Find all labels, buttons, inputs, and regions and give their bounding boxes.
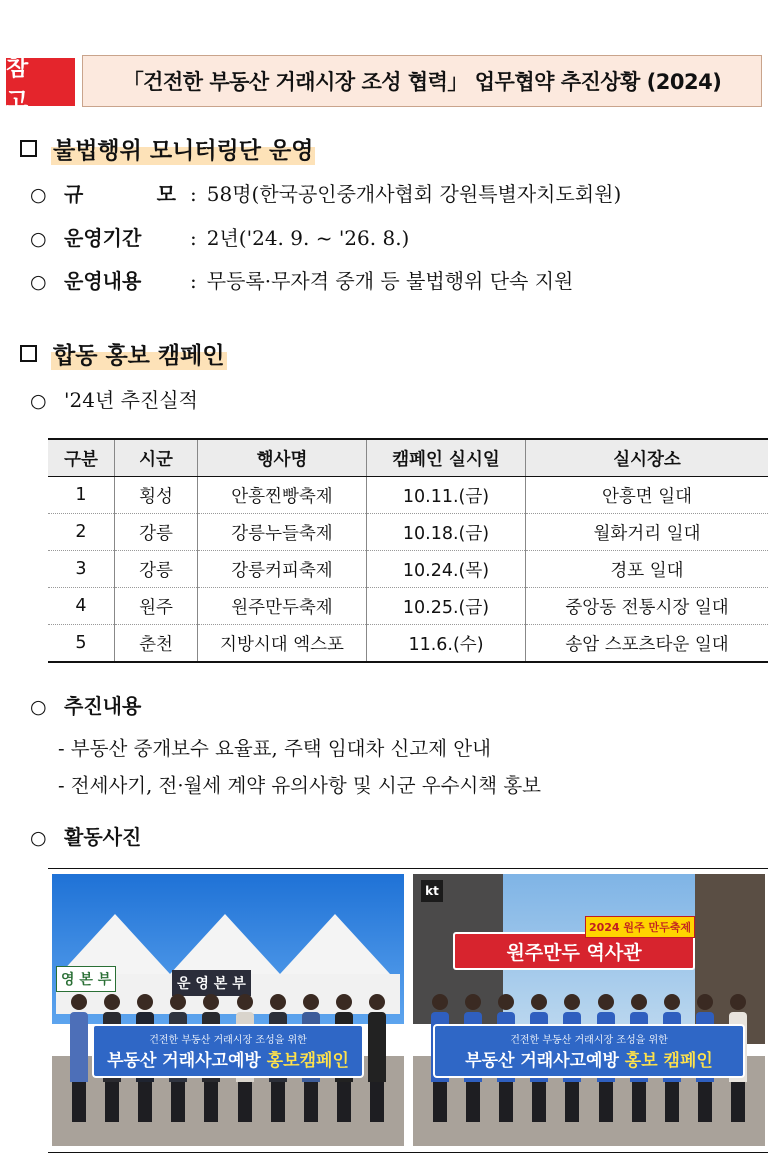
banner-subtitle: 건전한 부동산 거래시장 조성을 위한 — [510, 1035, 668, 1046]
cell: 경포 일대 — [526, 551, 769, 588]
content-item: - 부동산 중개보수 요율표, 주택 임대차 신고제 안내 — [58, 737, 491, 760]
cell: 안흥찐빵축제 — [198, 477, 367, 514]
museum-sign: 원주만두 역사관 2024 원주 만두축제 — [453, 932, 695, 970]
tent-roof — [170, 914, 280, 974]
item-value: 58명(한국공인중개사협회 강원특별자치도회원) — [206, 182, 622, 206]
cell: 4 — [48, 588, 115, 625]
colon: : — [190, 182, 197, 206]
photo-street-campaign — [413, 874, 765, 1146]
person — [70, 994, 88, 1134]
document-title: 「건전한 부동산 거래시장 조성 협력」 업무협약 추진상황 (2024) — [82, 55, 762, 107]
cell: 지방시대 엑스포 — [198, 625, 367, 663]
cell: 10.11.(금) — [367, 477, 526, 514]
cell: 10.24.(목) — [367, 551, 526, 588]
cell: 강릉 — [115, 551, 198, 588]
cell: 10.25.(금) — [367, 588, 526, 625]
tent-roof — [60, 914, 170, 974]
campaign-banner — [433, 1024, 745, 1078]
table-row — [48, 477, 768, 514]
circle-bullet-icon: ○ — [30, 696, 47, 718]
circle-bullet-icon: ○ — [30, 228, 47, 250]
photos-label: 활동사진 — [64, 825, 142, 849]
checkbox-square-icon — [20, 140, 37, 157]
cell: 강릉누들축제 — [198, 514, 367, 551]
booth-sign: 영 본 부 — [56, 966, 116, 992]
circle-bullet-icon: ○ — [30, 271, 47, 293]
table-row — [48, 625, 768, 663]
item-label: 운영내용 — [64, 269, 142, 293]
table-row — [48, 588, 768, 625]
cell: 횡성 — [115, 477, 198, 514]
person — [368, 994, 386, 1134]
circle-bullet-icon: ○ — [30, 827, 47, 849]
colon: : — [190, 269, 197, 293]
section-title: 불법행위 모니터링단 운영 — [51, 132, 315, 165]
photos-heading — [30, 821, 141, 850]
activity-photos — [48, 868, 768, 1153]
content-item: - 전세사기, 전·월세 계약 유의사항 및 시군 우수시책 홍보 — [58, 774, 541, 797]
cell: 5 — [48, 625, 115, 663]
item-label: 운영기간 — [64, 226, 142, 250]
content-label: 추진내용 — [64, 694, 142, 718]
item-value: 2년('24. 9. ~ '26. 8.) — [206, 226, 410, 250]
kt-logo: kt — [421, 880, 443, 902]
table-row — [48, 514, 768, 551]
section-heading-monitoring — [20, 132, 315, 165]
cell: 월화거리 일대 — [526, 514, 769, 551]
item-value: 무등록·무자격 중개 등 불법행위 단속 지원 — [206, 269, 574, 293]
subhead-results — [30, 384, 198, 413]
campaign-table — [48, 438, 768, 663]
cell: 원주 — [115, 588, 198, 625]
section-title: 합동 홍보 캠페인 — [51, 337, 227, 370]
cell: 1 — [48, 477, 115, 514]
col-header: 행사명 — [198, 439, 367, 477]
cell: 안흥면 일대 — [526, 477, 769, 514]
tent-roof — [280, 914, 390, 974]
item-period — [30, 222, 409, 251]
cell: 송암 스포츠타운 일대 — [526, 625, 769, 663]
item-label: 규 모 — [64, 182, 176, 206]
section-heading-campaign — [20, 337, 227, 370]
reference-tag: 참 고 — [6, 58, 75, 106]
cell: 11.6.(수) — [367, 625, 526, 663]
cell: 강릉 — [115, 514, 198, 551]
item-scale — [30, 178, 621, 207]
colon: : — [190, 226, 197, 250]
checkbox-square-icon — [20, 345, 37, 362]
cell: 강릉커피축제 — [198, 551, 367, 588]
col-header: 시군 — [115, 439, 198, 477]
cell: 춘천 — [115, 625, 198, 663]
col-header: 실시장소 — [526, 439, 769, 477]
subhead-text: '24년 추진실적 — [64, 388, 198, 412]
col-header: 구분 — [48, 439, 115, 477]
cell: 3 — [48, 551, 115, 588]
cell: 10.18.(금) — [367, 514, 526, 551]
banner-title: 부동산 거래사고예방 홍보 캠페인 — [465, 1051, 713, 1071]
table-row — [48, 551, 768, 588]
circle-bullet-icon: ○ — [30, 390, 47, 412]
festival-sign: 2024 원주 만두축제 — [585, 916, 695, 938]
cell: 2 — [48, 514, 115, 551]
table-header-row — [48, 439, 768, 477]
cell: 중앙동 전통시장 일대 — [526, 588, 769, 625]
campaign-banner — [92, 1024, 364, 1078]
col-header: 캠페인 실시일 — [367, 439, 526, 477]
banner-title: 부동산 거래사고예방 홍보캠페인 — [107, 1051, 349, 1071]
booth-sign: 운 영 본 부 — [172, 970, 251, 996]
item-content — [30, 265, 573, 294]
content-heading — [30, 690, 141, 719]
cell: 원주만두축제 — [198, 588, 367, 625]
banner-subtitle: 건전한 부동산 거래시장 조성을 위한 — [149, 1035, 307, 1046]
photo-booth-campaign — [52, 874, 404, 1146]
circle-bullet-icon: ○ — [30, 184, 47, 206]
